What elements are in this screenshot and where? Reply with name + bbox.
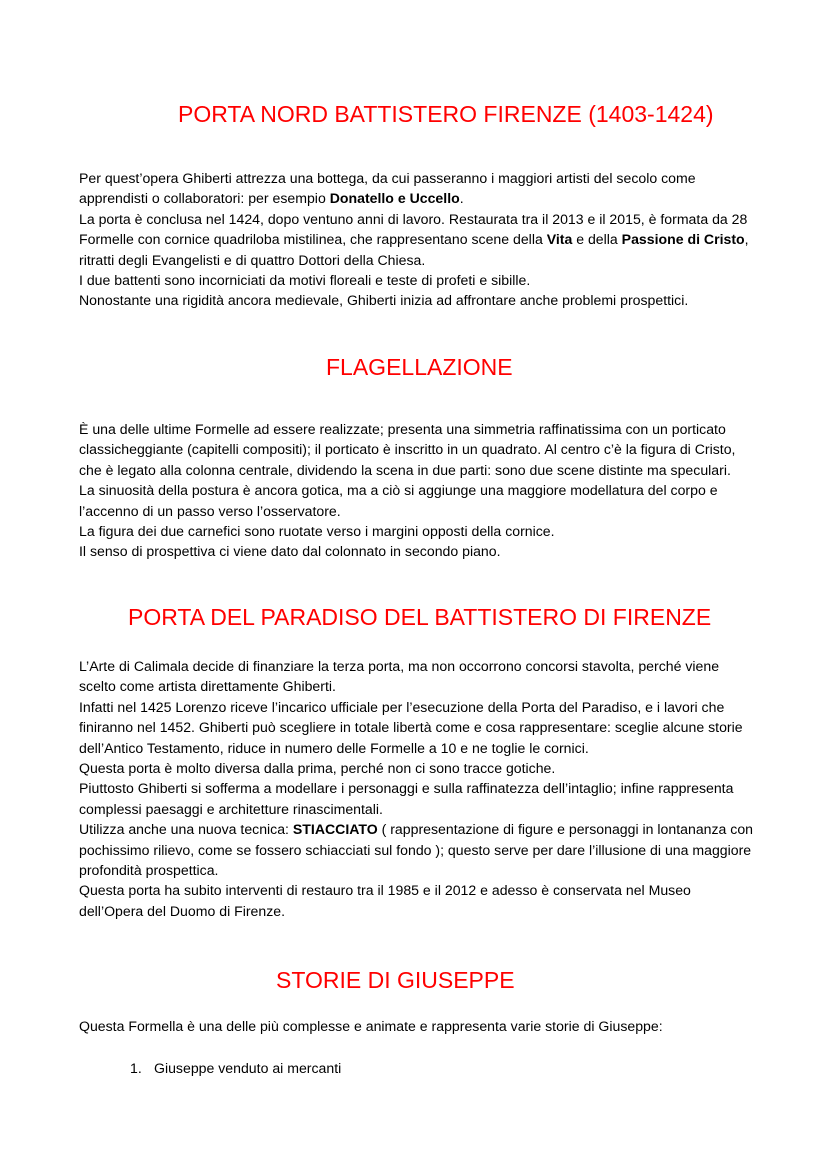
list-item-text: Giuseppe venduto ai mercanti	[154, 1060, 342, 1076]
paragraph: Questa porta ha subito interventi di restauro tra il 1985 e il 2012 e adesso è conservata nel Museo dell’Opera del Duomo di Firenze.	[79, 882, 691, 919]
body-porta-paradiso	[79, 656, 759, 921]
list-number: 1.	[130, 1060, 142, 1076]
paragraph: Piuttosto Ghiberti si sofferma a modellare i personaggi e sulla raffinatezza dell’intaglio; infine rappresenta complessi paesaggi e architetture rinascimentali.	[79, 780, 734, 817]
paragraph: La sinuosità della postura è ancora gotica, ma a ciò si aggiunge una maggiore modellatura del corpo e l’accenno di un passo verso l’osservatore.	[79, 482, 718, 519]
list-item	[130, 1058, 341, 1078]
paragraph: È una delle ultime Formelle ad essere realizzate; presenta una simmetria raffinatissima con un porticato classicheggiante (capitelli compositi); il porticato è inscritto in un quadrato. Al centro c’è la figura di Cristo, che è legato alla colonna centrale, dividendo la scena in due parti: sono due scene distinte ma speculari.	[79, 421, 736, 478]
body-flagellazione	[79, 419, 759, 562]
paragraph: Questa porta è molto diversa dalla prima, perché non ci sono tracce gotiche.	[79, 760, 556, 777]
body-porta-nord	[79, 168, 759, 311]
paragraph: Utilizza anche una nuova tecnica: STIACCIATO ( rappresentazione di figure e personaggi in lontananza con pochissimo rilievo, come se fossero schiacciati sul fondo ); questo serve per dare l’illusione di una maggiore profondità prospettica.	[79, 821, 754, 879]
paragraph: Il senso di prospettiva ci viene dato dal colonnato in secondo piano.	[79, 543, 501, 560]
paragraph: Infatti nel 1425 Lorenzo riceve l’incarico ufficiale per l’esecuzione della Porta del Paradiso, e i lavori che finiranno nel 1452. Ghiberti può scegliere in totale libertà come e cosa rappresentare: sceglie alcune storie dell’Antico Testamento, riduce in numero delle Formelle a 10 e ne toglie le cornici.	[79, 698, 743, 756]
heading-porta-paradiso: PORTA DEL PARADISO DEL BATTISTERO DI FIRENZE	[128, 604, 712, 630]
paragraph: La porta è conclusa nel 1424, dopo ventuno anni di lavoro. Restaurata tra il 2013 e il 2015, è formata da 28 Formelle con cornice quadriloba mistilinea, che rappresentano scene della Vita e della Passione di Cristo, ritratti degli Evangelisti e di quattro Dottori della Chiesa.	[79, 210, 749, 268]
paragraph: Per quest’opera Ghiberti attrezza una bottega, da cui passeranno i maggiori artisti del secolo come apprendisti o collaboratori: per esempio Donatello e Uccello.	[79, 170, 696, 207]
heading-flagellazione: FLAGELLAZIONE	[326, 354, 513, 380]
paragraph: L’Arte di Calimala decide di finanziare la terza porta, ma non occorrono concorsi stavolta, perché viene scelto come artista direttamente Ghiberti.	[79, 658, 720, 695]
body-storie-giuseppe	[79, 1016, 759, 1036]
numbered-list	[130, 1058, 341, 1078]
heading-storie-giuseppe: STORIE DI GIUSEPPE	[276, 967, 515, 993]
paragraph: Questa Formella è una delle più complesse e animate e rappresenta varie storie di Giuseppe:	[79, 1018, 663, 1034]
paragraph: I due battenti sono incorniciati da motivi floreali e teste di profeti e sibille.	[79, 272, 531, 289]
paragraph: La figura dei due carnefici sono ruotate verso i margini opposti della cornice.	[79, 523, 555, 540]
heading-porta-nord: PORTA NORD BATTISTERO FIRENZE (1403-1424)	[178, 101, 714, 127]
paragraph: Nonostante una rigidità ancora medievale, Ghiberti inizia ad affrontare anche problemi prospettici.	[79, 292, 689, 309]
